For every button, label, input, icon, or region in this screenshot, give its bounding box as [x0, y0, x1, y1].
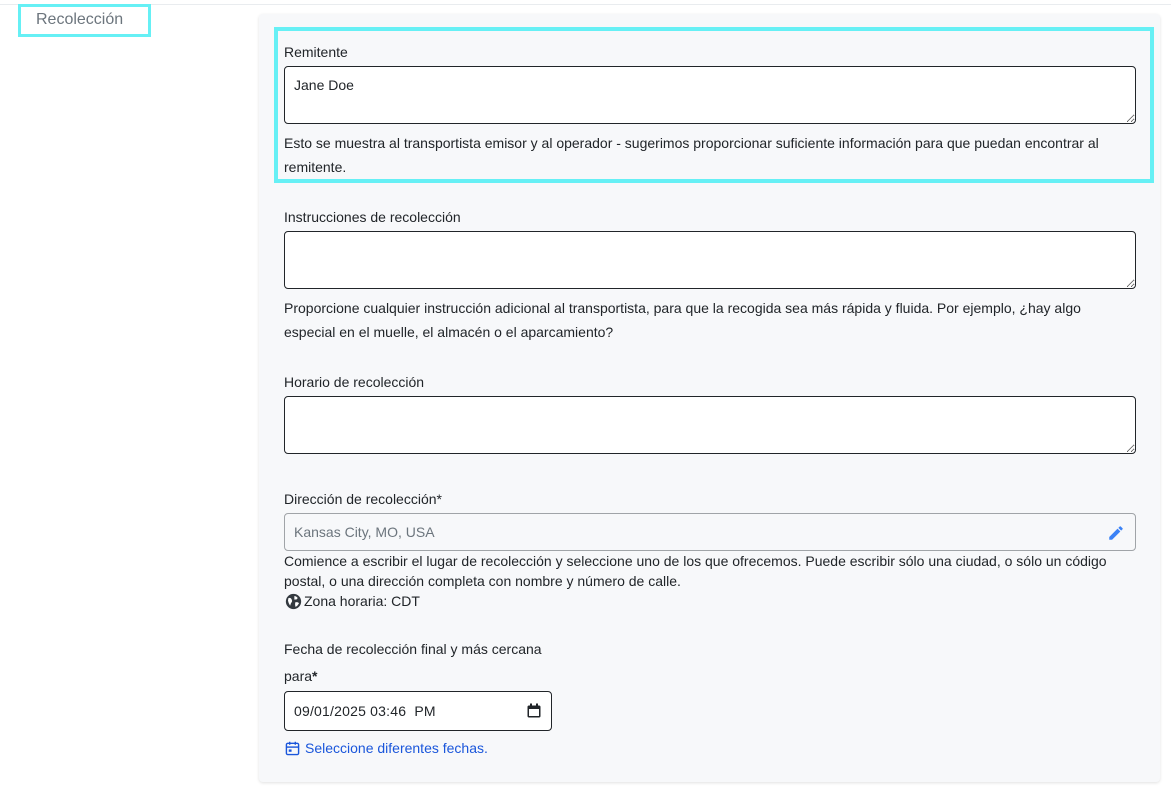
instructions-field[interactable]	[284, 231, 1136, 289]
select-dates-link[interactable]	[285, 740, 488, 756]
section-title: Recolección	[36, 11, 124, 28]
pencil-icon[interactable]	[1107, 524, 1125, 542]
hours-field[interactable]	[284, 396, 1136, 454]
timezone-row	[285, 592, 420, 610]
globe-icon	[285, 593, 302, 610]
pickup-date-label-for: para	[284, 668, 313, 684]
address-help: Comience a escribir el lugar de recolección y seleccione uno de los que ofrecemos. Puede escribir sólo una ciudad, o sólo un código postal, o una dirección completa con nombre y número de calle.	[284, 553, 1107, 589]
required-mark: *	[312, 668, 318, 684]
pickup-date-label-line2	[284, 667, 317, 685]
pickup-date-label-line1: Fecha de recolección final y más cercana	[284, 641, 542, 657]
address-input[interactable]	[285, 514, 1095, 550]
address-field[interactable]	[284, 513, 1136, 551]
hours-label: Horario de recolección	[284, 374, 425, 390]
timezone-text: Zona horaria: CDT	[304, 593, 420, 609]
pickup-datetime-input[interactable]	[284, 691, 552, 731]
calendar-icon[interactable]	[526, 703, 542, 719]
instructions-help: Proporcione cualquier instrucción adicional al transportista, para que la recogida sea más rápida y fluida. Por ejemplo, ¿hay algo especial en el muelle, el almacén o el aparcamiento?	[284, 300, 1081, 340]
shipper-label: Remitente	[284, 44, 348, 60]
calendar-outline-icon	[285, 741, 300, 756]
shipper-help: Esto se muestra al transportista emisor y al operador - sugerimos proporcionar suficiente información para que puedan encontrar al remitente.	[284, 135, 1099, 175]
instructions-label: Instrucciones de recolección	[284, 209, 461, 225]
pickup-datetime-value: 09/01/2025 03:46 PM	[294, 703, 436, 719]
shipper-field[interactable]	[284, 66, 1136, 124]
top-divider	[0, 4, 1171, 5]
address-label: Dirección de recolección*	[284, 491, 442, 507]
select-dates-text[interactable]: Seleccione diferentes fechas.	[305, 740, 488, 756]
